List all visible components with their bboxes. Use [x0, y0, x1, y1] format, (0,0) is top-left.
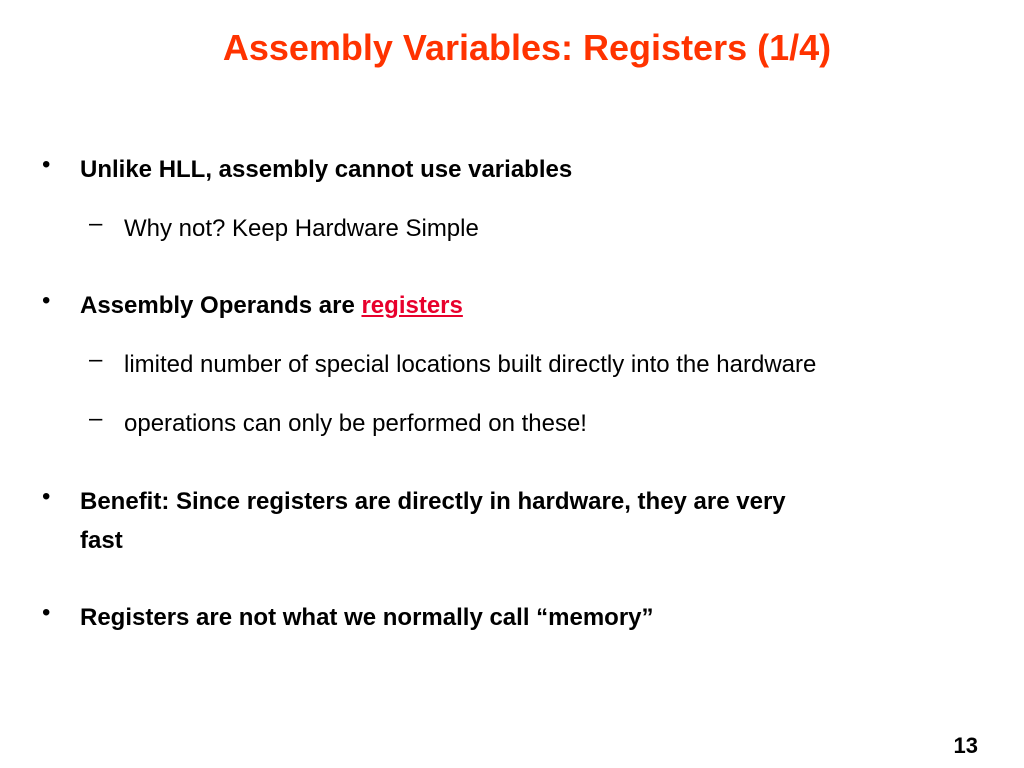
bullet-2-sub-1: limited number of special locations built directly into the hardware: [124, 351, 817, 378]
slide-title: Assembly Variables: Registers (1/4): [222, 27, 832, 68]
dash-marker: –: [89, 210, 103, 237]
bullet-3-text-line-1: Benefit: Since registers are directly in hardware, they are very: [80, 488, 786, 515]
bullet-marker: •: [42, 483, 51, 510]
dash-marker: –: [89, 346, 103, 373]
bullet-1-text: Unlike HLL, assembly cannot use variables: [80, 156, 573, 183]
dash-marker: –: [89, 405, 103, 432]
bullet-2-text: [80, 287, 463, 325]
bullet-3-text-line-2: fast: [80, 527, 123, 554]
bullet-marker: •: [42, 151, 51, 178]
bullet-marker: •: [42, 599, 51, 626]
registers-link[interactable]: registers: [361, 292, 463, 319]
bullet-2-prefix: Assembly Operands are: [80, 292, 362, 319]
bullet-2-sub-2: operations can only be performed on these!: [124, 410, 587, 437]
bullet-4-text: Registers are not what we normally call “memory”: [80, 604, 654, 631]
bullet-1-sub-1: Why not? Keep Hardware Simple: [124, 215, 479, 242]
page-number: 13: [953, 733, 978, 758]
bullet-marker: •: [42, 287, 51, 314]
